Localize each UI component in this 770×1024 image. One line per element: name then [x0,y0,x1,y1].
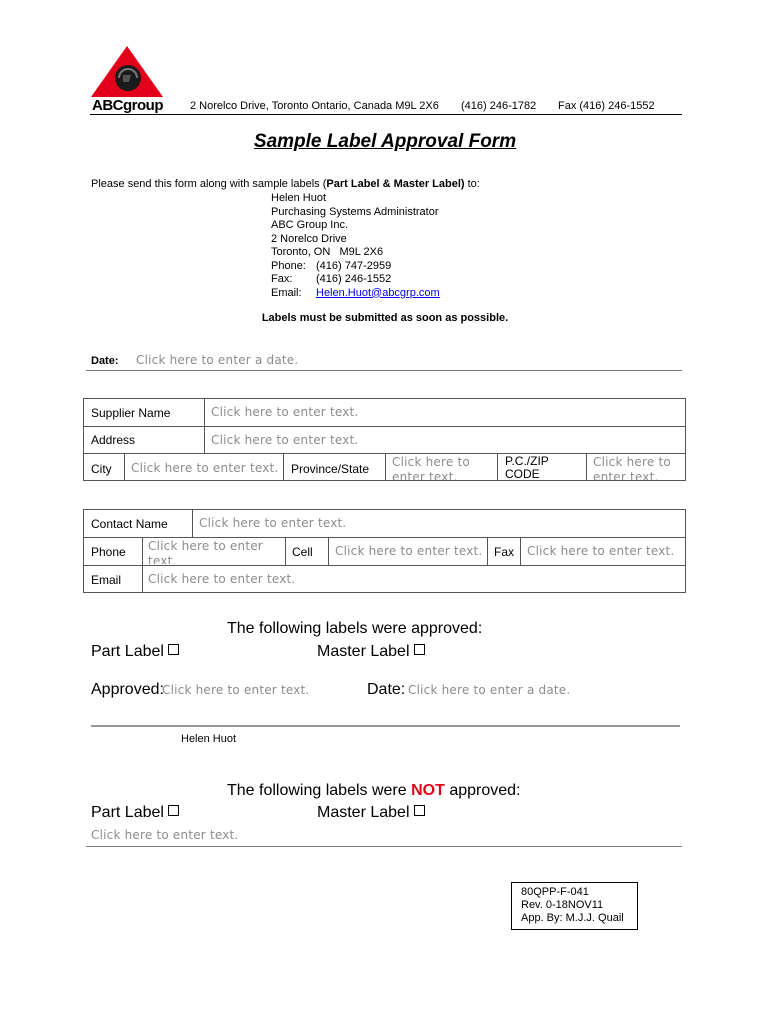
zip-label-line1: P.C./ZIP [505,454,549,468]
zip-ph-line1: Click here to [593,455,671,469]
email-label: Email [91,573,122,587]
not-approved-emphasis: NOT [411,782,445,799]
contact-email-row [271,287,440,301]
contact-col-divider [520,537,521,565]
zip-ph-line2: enter text. [593,470,659,480]
cell-input[interactable]: Click here to enter text. [335,544,483,558]
contact-col-divider [285,537,286,565]
not-approved-master-label-text: Master Label [317,804,410,821]
submission-notice: Labels must be submitted as soon as possible. [261,312,509,324]
contact-col-divider [328,537,329,565]
header-phone: (416) 246-1782 [461,100,537,112]
contact-name-input[interactable]: Click here to enter text. [199,516,347,530]
contact-role: Purchasing Systems Administrator [271,205,439,218]
date-input[interactable]: Click here to enter a date. [136,353,299,367]
approved-part-label[interactable] [91,643,179,661]
email-input[interactable]: Click here to enter text. [148,572,296,586]
page-title: Sample Label Approval Form [253,131,517,152]
contact-col-divider [487,537,488,565]
contact-phone-row [271,260,440,274]
fax-label: Fax [494,545,515,559]
header-address: 2 Norelco Drive, Toronto Ontario, Canada M9L 2X6 [190,100,439,112]
signature-rule [91,725,680,727]
supplier-col-divider [204,399,205,453]
zip-label-line2: CODE [505,467,540,481]
supplier-col-divider [385,453,386,481]
not-approved-master-label[interactable] [317,804,425,822]
contact-name-label: Contact Name [91,517,168,531]
phone-ph-line2: text. [148,554,177,564]
supplier-name-input[interactable]: Click here to enter text. [211,405,359,419]
date-label: Date: [91,355,119,367]
intro-suffix: to: [464,178,480,190]
contact-name: Helen Huot [271,192,327,204]
supplier-col-divider [586,453,587,481]
address-input[interactable]: Click here to enter text. [211,433,359,447]
contact-phone-label: Phone: [271,259,306,272]
city-input[interactable]: Click here to enter text. [131,461,279,475]
comment-rule [86,846,682,847]
document-info-box [511,882,638,930]
not-approved-part-checkbox[interactable] [168,805,179,816]
supplier-row-divider [84,426,685,427]
phone-label: Phone [91,545,126,559]
zip-label [505,455,549,481]
supplier-name-label: Supplier Name [91,406,171,420]
logo-text: ABCgroup [92,97,163,114]
signer-name: Helen Huot [181,733,237,745]
contact-block [271,192,440,300]
approved-master-checkbox[interactable] [414,644,425,655]
date-rule [86,370,682,371]
not-approved-part-label[interactable] [91,804,179,822]
province-input[interactable] [392,455,492,480]
approved-master-label[interactable] [317,643,425,661]
not-approved-heading-suffix: approved: [444,782,521,799]
contact-col-divider [142,537,143,592]
doc-code: 80QPP-F-041 [521,886,589,898]
header-rule [90,114,682,115]
approved-date-input[interactable]: Click here to enter a date. [408,683,571,697]
supplier-col-divider [497,453,498,481]
supplier-col-divider [124,453,125,481]
not-approved-heading [227,782,520,800]
contact-email-link[interactable]: Helen.Huot@abcgrp.com [316,286,440,299]
approved-heading: The following labels were approved: [227,620,483,637]
contact-fax-row [271,273,440,287]
approved-part-checkbox[interactable] [168,644,179,655]
approved-by-input[interactable]: Click here to enter text. [162,683,310,697]
contact-row-divider [84,537,685,538]
province-label: Province/State [291,462,370,476]
header-fax: Fax (416) 246-1552 [558,100,655,112]
contact-row-divider [84,565,685,566]
intro-prefix: Please send this form along with sample labels ( [91,178,327,190]
zip-input[interactable] [593,455,683,480]
doc-approved-by: App. By: M.J.J. Quail [521,912,624,924]
contact-fax-label: Fax: [271,273,293,285]
approved-by-label: Approved: [91,681,164,698]
not-approved-part-label-text: Part Label [91,804,164,821]
not-approved-heading-prefix: The following labels were [227,782,412,799]
province-ph-line1: Click here to [392,455,470,469]
not-approved-comment-input[interactable]: Click here to enter text. [91,828,239,842]
contact-street: 2 Norelco Drive [271,232,347,245]
doc-revision: Rev. 0-18NOV11 [521,899,604,911]
abc-group-logo [90,45,165,115]
supplier-col-divider [283,453,284,481]
supplier-table [83,398,686,481]
approved-date-label: Date: [367,681,406,698]
not-approved-master-checkbox[interactable] [414,805,425,816]
intro-text [91,178,480,190]
approved-master-label-text: Master Label [317,643,410,660]
contact-phone: (416) 747-2959 [316,259,392,272]
contact-fax: (416) 246-1552 [316,273,392,285]
contact-city: Toronto, ON M9L 2X6 [271,246,384,258]
city-label: City [91,462,112,476]
approved-part-label-text: Part Label [91,643,164,660]
contact-table [83,509,686,593]
contact-col-divider [192,510,193,537]
phone-input[interactable] [148,539,282,564]
phone-ph-line1: Click here to enter [148,539,263,553]
province-ph-line2: enter text. [392,470,458,480]
intro-bold: Part Label & Master Label) [326,178,465,190]
address-label: Address [91,433,136,447]
contact-company: ABC Group Inc. [271,219,349,231]
contact-email-label: Email: [271,286,302,299]
cell-label: Cell [292,545,313,559]
fax-input[interactable]: Click here to enter text. [527,544,675,558]
